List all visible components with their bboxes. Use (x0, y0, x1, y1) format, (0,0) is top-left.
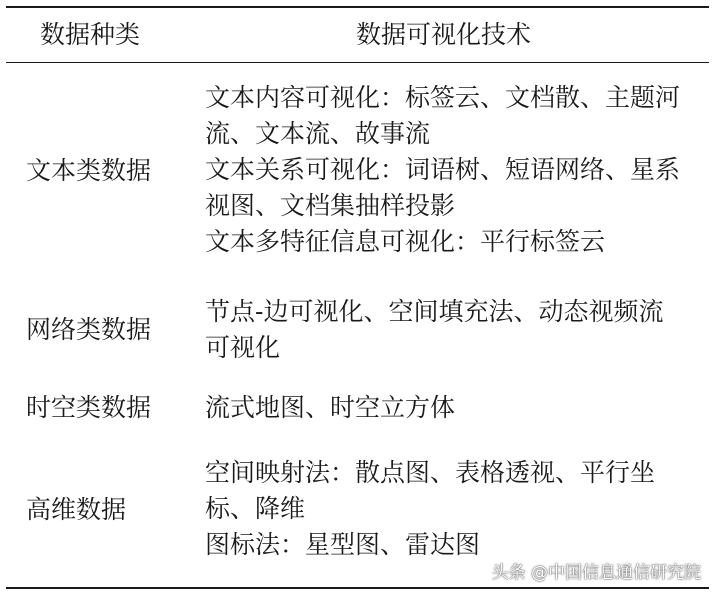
row-text-line-2: 流、文本流、故事流 (205, 119, 431, 148)
header-category: 数据种类 (40, 20, 141, 49)
row-highdim-techniques (205, 455, 700, 563)
table-top-rule (6, 6, 709, 8)
row-text-line-5: 文本多特征信息可视化：平行标签云 (205, 227, 606, 256)
table-header-rule (6, 62, 709, 63)
row-network-techniques (205, 294, 700, 366)
row-text-line-3: 文本关系可视化：词语树、短语网络、星系 (205, 155, 681, 184)
row-network-category: 网络类数据 (26, 315, 152, 344)
row-spatiotemporal-line-1: 流式地图、时空立方体 (205, 393, 456, 422)
row-spatiotemporal-techniques (205, 390, 700, 426)
row-highdim-line-1: 空间映射法：散点图、表格透视、平行坐 (205, 458, 656, 487)
header-technique: 数据可视化技术 (356, 20, 532, 49)
watermark: 头条 @中国信息通信研究院 (491, 563, 701, 583)
row-text-line-1: 文本内容可视化：标签云、文档散、主题河 (205, 83, 681, 112)
row-spatiotemporal-category: 时空类数据 (26, 393, 152, 422)
row-network-line-2: 可视化 (205, 333, 281, 362)
row-text-techniques (205, 80, 700, 260)
row-text-category: 文本类数据 (26, 156, 152, 185)
row-highdim-category: 高维数据 (26, 495, 127, 524)
row-network-line-1: 节点-边可视化、空间填充法、动态视频流 (205, 297, 664, 326)
table-bottom-rule (6, 587, 709, 589)
row-highdim-line-2: 标、降维 (205, 494, 306, 523)
row-highdim-line-3: 图标法：星型图、雷达图 (205, 530, 481, 559)
row-text-line-4: 视图、文档集抽样投影 (205, 191, 456, 220)
